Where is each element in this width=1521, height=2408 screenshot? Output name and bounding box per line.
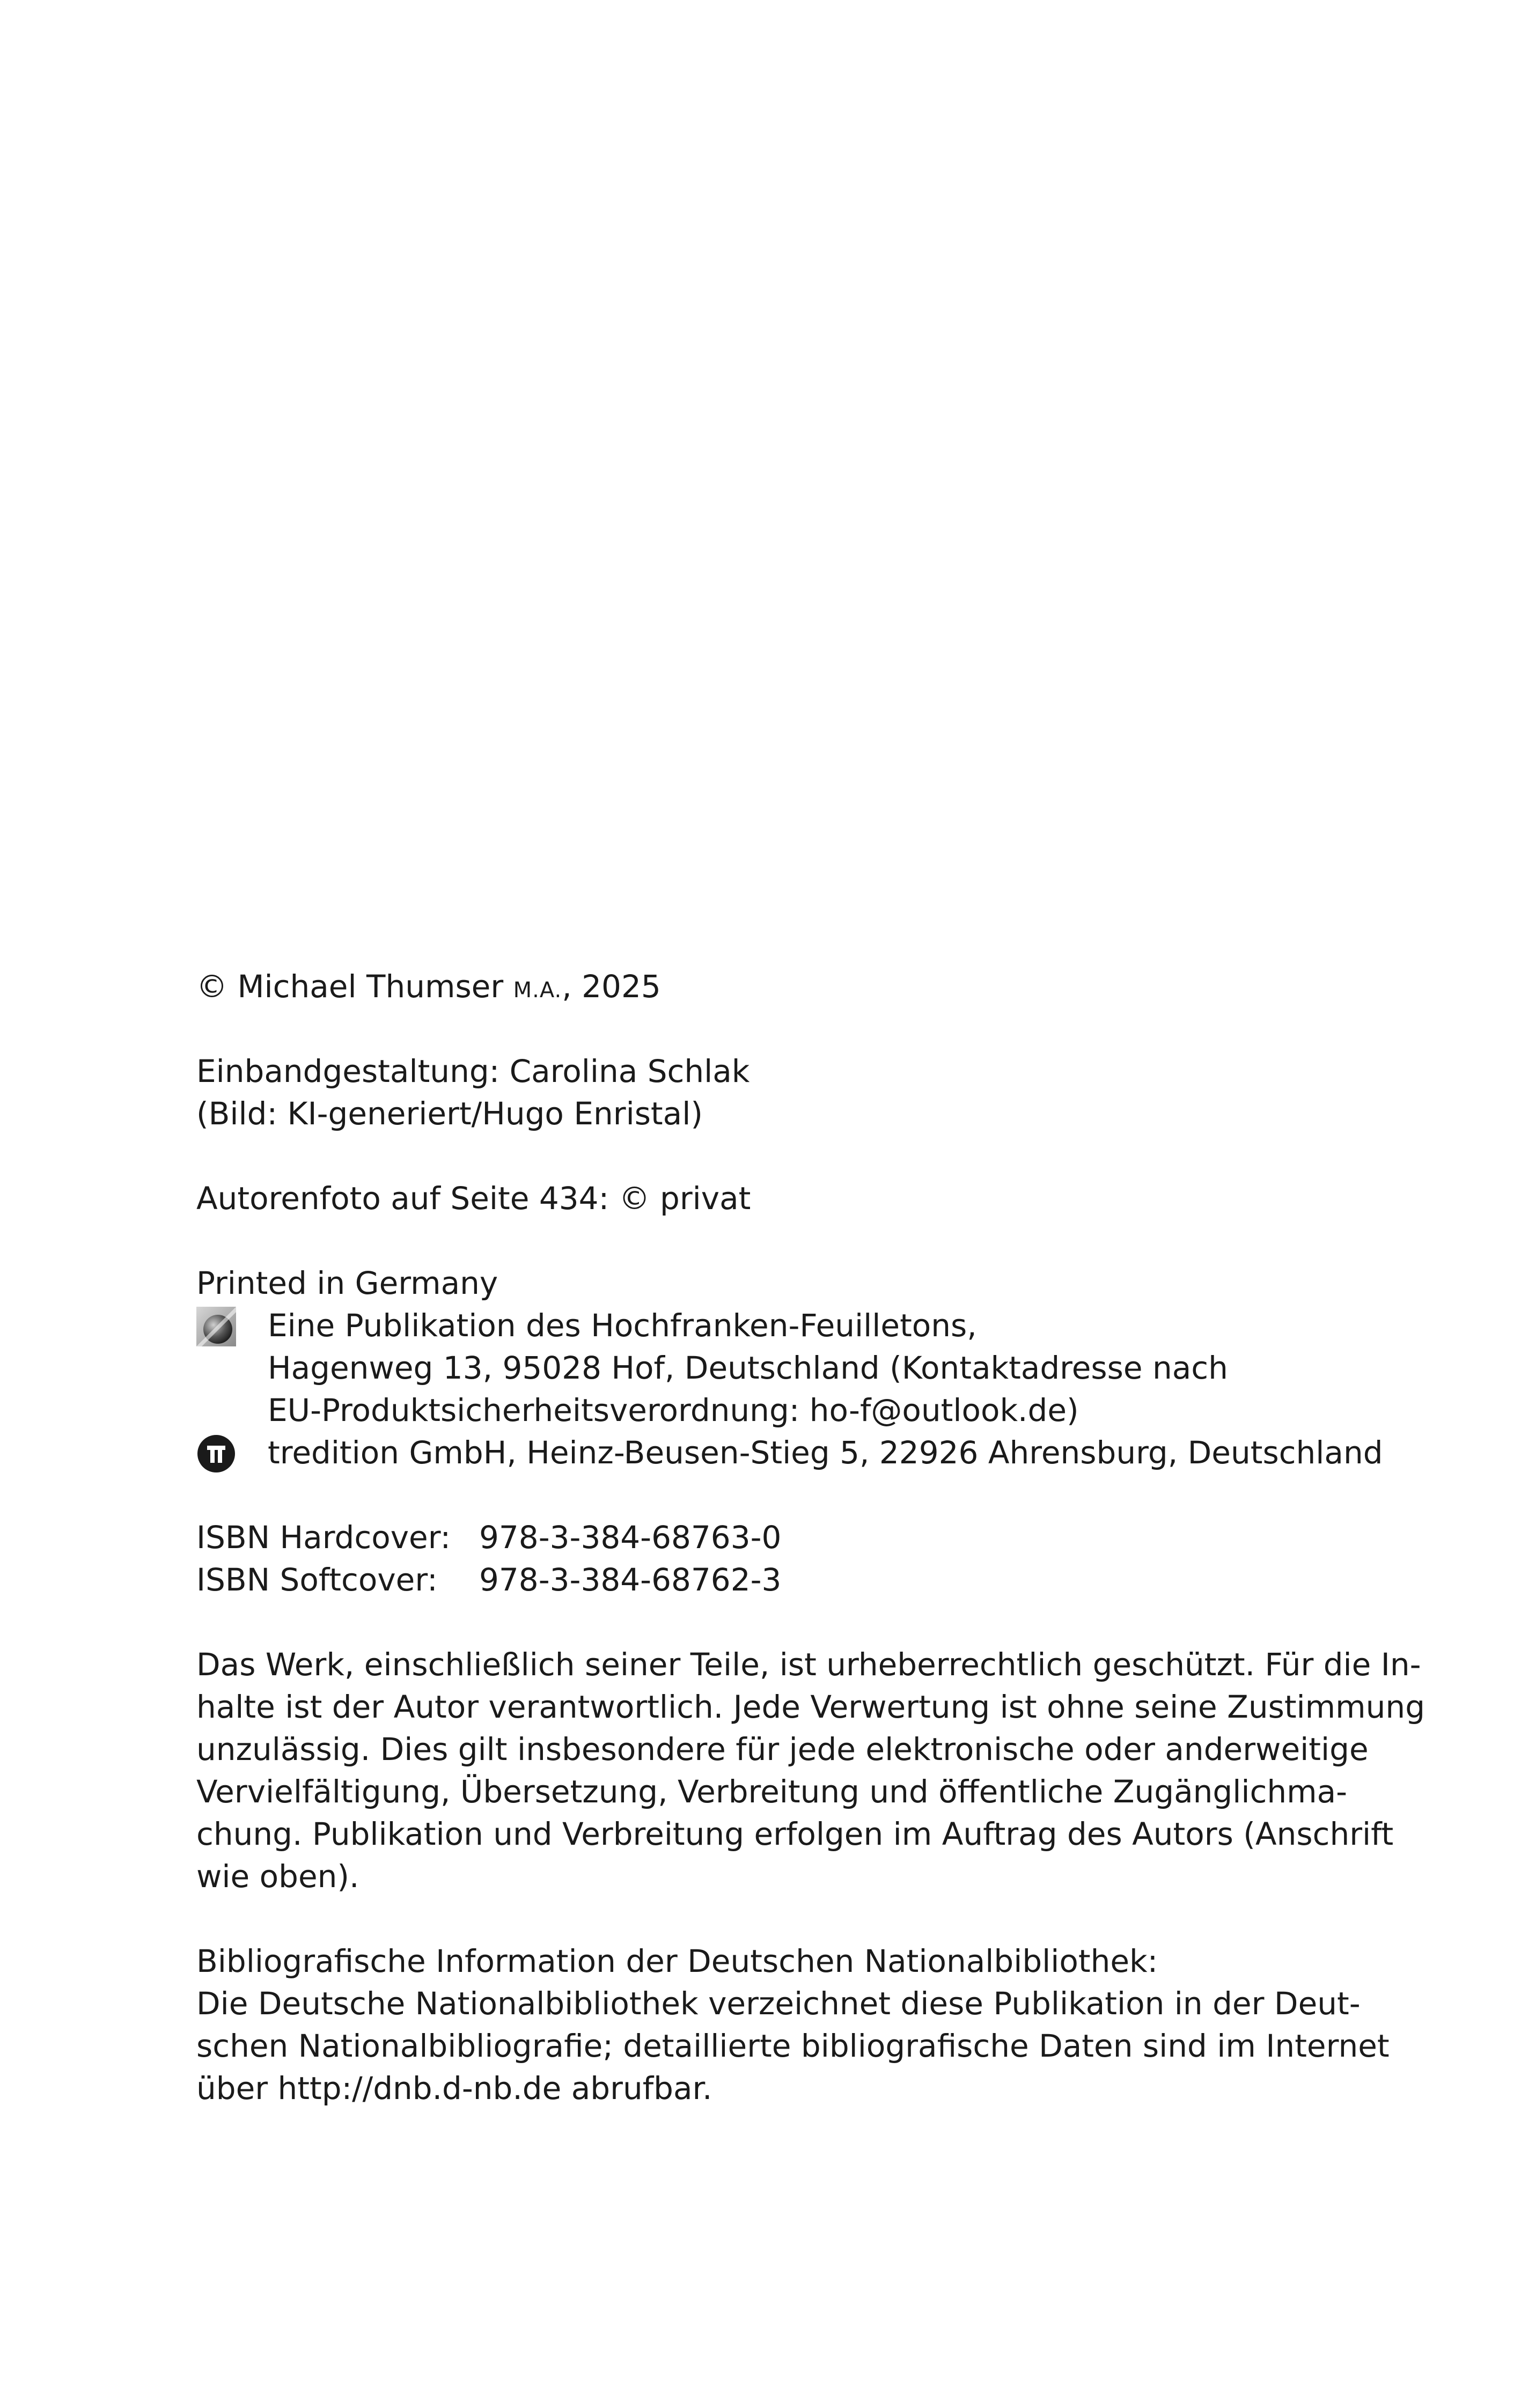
bibliographic-line: Die Deutsche Nationalbibliothek verzeichnet diese Publikation in der Deut- <box>196 1985 1361 2022</box>
notice-line: wie oben). <box>196 1858 359 1895</box>
isbn-softcover <box>196 1559 1334 1601</box>
notice-line: Das Werk, einschließlich seiner Teile, ist urheberrechtlich geschützt. Für die In- <box>196 1646 1421 1683</box>
notice-line: unzulässig. Dies gilt insbesondere für jede elektronische oder anderweitige <box>196 1731 1369 1768</box>
printer-block <box>196 1432 1383 1474</box>
bibliographic-line: über http://dnb.d-nb.de abrufbar. <box>196 2070 712 2107</box>
author-title: M.A. <box>513 978 562 1003</box>
notice-line: Vervielfältigung, Übersetzung, Verbreitung und öffentliche Zugänglichma- <box>196 1773 1348 1810</box>
publisher-block <box>196 1305 1334 1432</box>
publisher-line-1: Eine Publikation des Hochfranken-Feuilletons, <box>268 1307 977 1344</box>
copyright-line <box>196 966 1334 1008</box>
bibliographic-line: schen Nationalbibliografie; detaillierte bibliografische Daten sind im Internet <box>196 2028 1390 2064</box>
printed-in: Printed in Germany <box>196 1265 498 1301</box>
isbn-label: ISBN Hardcover: <box>196 1519 451 1556</box>
printer-address: tredition GmbH, Heinz-Beusen-Stieg 5, 22926 Ahrensburg, Deutschland <box>268 1434 1383 1471</box>
publisher-line-3: EU-Produktsicherheitsverordnung: ho-f@outlook.de) <box>268 1392 1079 1428</box>
copyright-symbol: © <box>196 968 227 1005</box>
bibliographic-information <box>196 1940 1390 2110</box>
notice-line: chung. Publikation und Verbreitung erfolgen im Auftrag des Autors (Anschrift <box>196 1816 1394 1852</box>
cover-design-credit: Einbandgestaltung: Carolina Schlak <box>196 1053 750 1089</box>
isbn-hardcover <box>196 1516 1334 1559</box>
author-photo-credit: Autorenfoto auf Seite 434: © privat <box>196 1180 751 1217</box>
isbn-value: 978-3-384-68762-3 <box>479 1562 782 1598</box>
publisher-line-2: Hagenweg 13, 95028 Hof, Deutschland (Kontaktadresse nach <box>268 1350 1228 1386</box>
copyright-notice <box>196 1644 1426 1898</box>
imprint-block <box>196 966 1426 2110</box>
tredition-logo-icon <box>196 1434 236 1474</box>
author-name: Michael Thumser <box>237 968 504 1005</box>
bibliographic-heading: Bibliografische Information der Deutschen Nationalbibliothek: <box>196 1943 1158 1979</box>
hochfranken-logo-icon <box>196 1307 236 1346</box>
cover-image-credit: (Bild: KI-generiert/Hugo Enristal) <box>196 1095 703 1132</box>
isbn-list <box>196 1516 1334 1601</box>
copyright-year: , 2025 <box>562 968 661 1005</box>
isbn-label: ISBN Softcover: <box>196 1562 438 1598</box>
isbn-value: 978-3-384-68763-0 <box>479 1519 782 1556</box>
notice-line: halte ist der Autor verantwortlich. Jede Verwertung ist ohne seine Zustimmung <box>196 1689 1426 1725</box>
